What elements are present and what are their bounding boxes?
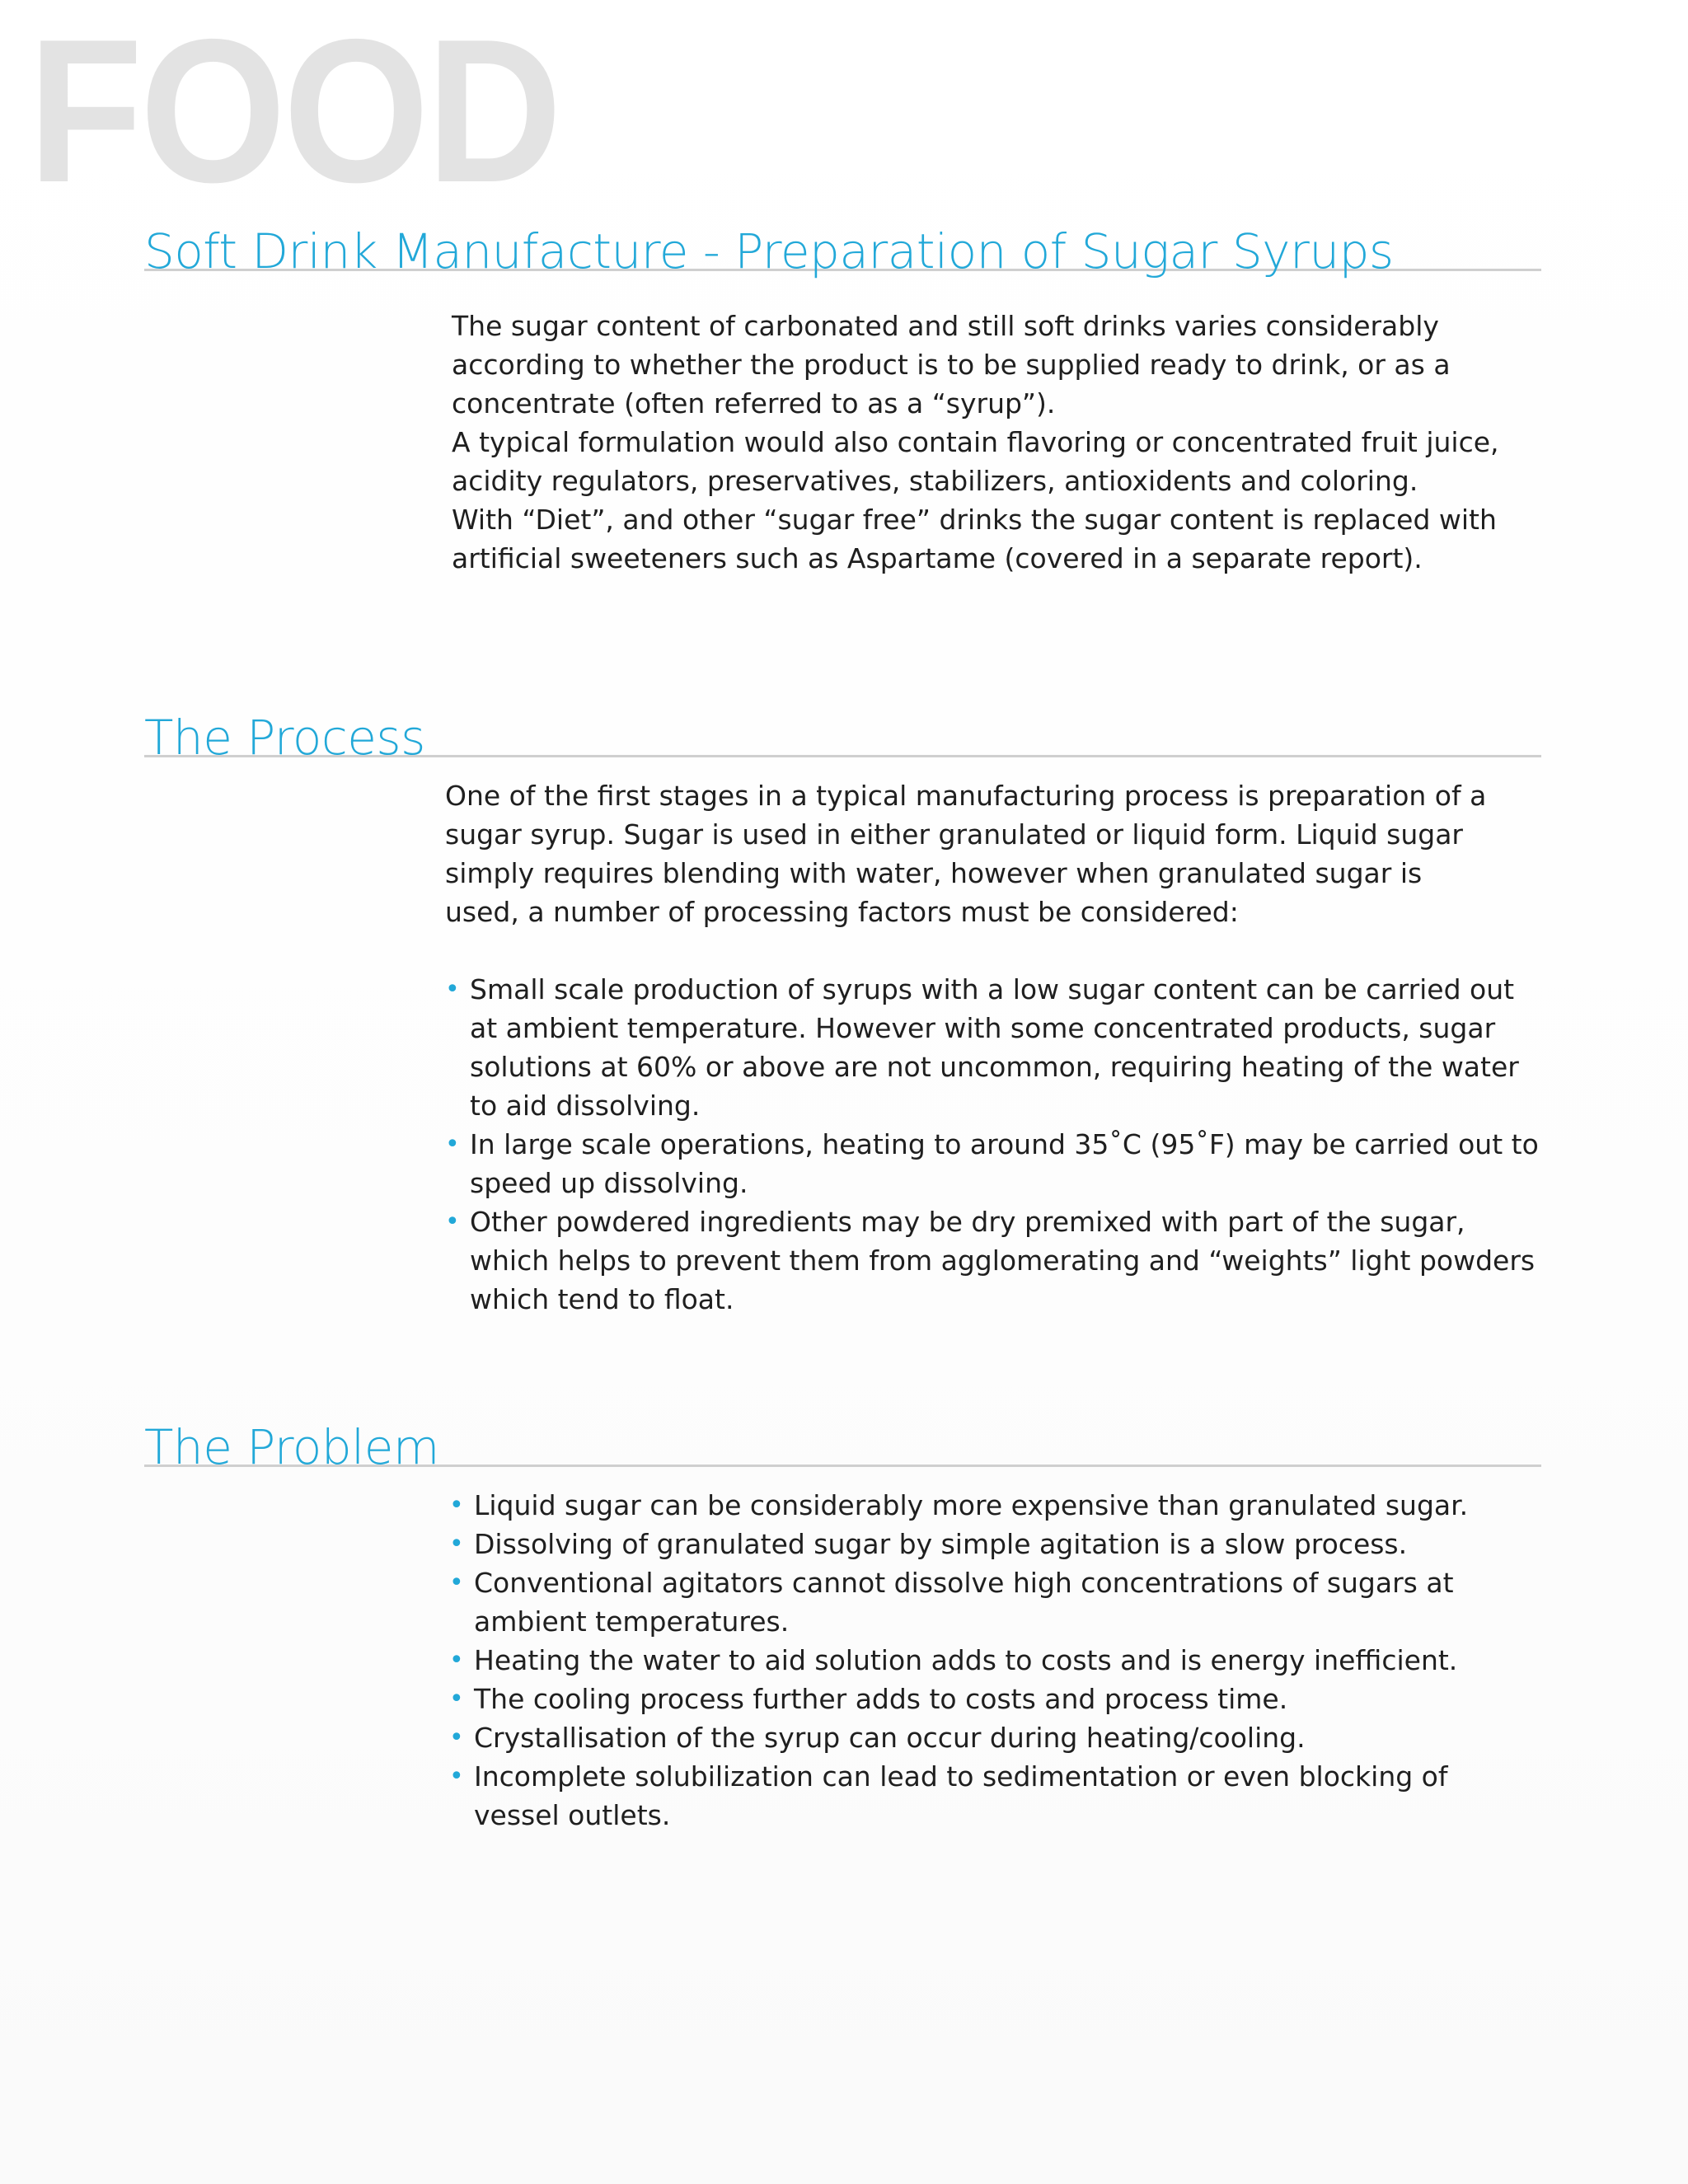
problem-bullet: • Liquid sugar can be considerably more expensive than granulated sugar.	[449, 1486, 1488, 1525]
process-paragraph: One of the first stages in a typical manufacturing process is preparation of a sugar syrup. Sugar is used in either granulated or liquid form. Liquid sugar simply requires blending with water, however when granulated sugar is used, a number of processing factors must be considered:	[445, 780, 1487, 928]
problem-body	[449, 1486, 1488, 1835]
intro-section	[144, 208, 1541, 574]
process-title: The Process	[144, 710, 425, 766]
intro-body	[452, 307, 1523, 578]
process-bullet-list	[445, 970, 1541, 1319]
process-section	[144, 694, 1541, 1315]
process-bullet: • Other powdered ingredients may be dry premixed with part of the sugar, which helps to prevent them from agglomerating and “weights” light powders which tend to float.	[445, 1202, 1541, 1319]
problem-bullet-list	[449, 1486, 1488, 1835]
intro-paragraph: With “Diet”, and other “sugar free” drinks the sugar content is replaced with artificial sweeteners such as Aspartame (covered in a separate report).	[452, 504, 1497, 574]
problem-section	[144, 1404, 1541, 1831]
process-heading	[144, 694, 1541, 766]
intro-paragraph: The sugar content of carbonated and still soft drinks varies considerably according to whether the product is to be supplied ready to drink, or as a concentrate (often referred to as a “syrup”).	[452, 310, 1451, 419]
problem-bullet: • Conventional agitators cannot dissolve high concentrations of sugars at ambient temperatures.	[449, 1563, 1488, 1641]
food-watermark: FOOD	[28, 0, 560, 225]
problem-heading	[144, 1404, 1541, 1475]
problem-bullet: • Heating the water to aid solution adds to costs and is energy inefficient.	[449, 1641, 1488, 1680]
process-bullet: • Small scale production of syrups with a low sugar content can be carried out at ambient temperature. However with some concentrated products, sugar solutions at 60% or above are not uncommon, requiring heating of the water to aid dissolving.	[445, 970, 1541, 1125]
problem-bullet: • Crystallisation of the syrup can occur during heating/cooling.	[449, 1718, 1488, 1757]
intro-heading	[144, 208, 1541, 279]
process-body	[445, 776, 1541, 1319]
intro-paragraph: A typical formulation would also contain flavoring or concentrated fruit juice, acidity regulators, preservatives, stabilizers, antioxidents and coloring.	[452, 426, 1499, 497]
problem-bullet: • Incomplete solubilization can lead to sedimentation or even blocking of vessel outlets.	[449, 1757, 1488, 1835]
problem-title: The Problem	[144, 1419, 439, 1475]
process-bullet: • In large scale operations, heating to around 35˚C (95˚F) may be carried out to speed up dissolving.	[445, 1125, 1541, 1202]
intro-title: Soft Drink Manufacture - Preparation of Sugar Syrups	[144, 223, 1394, 279]
problem-bullet: • The cooling process further adds to costs and process time.	[449, 1680, 1488, 1718]
problem-bullet: • Dissolving of granulated sugar by simple agitation is a slow process.	[449, 1525, 1488, 1563]
